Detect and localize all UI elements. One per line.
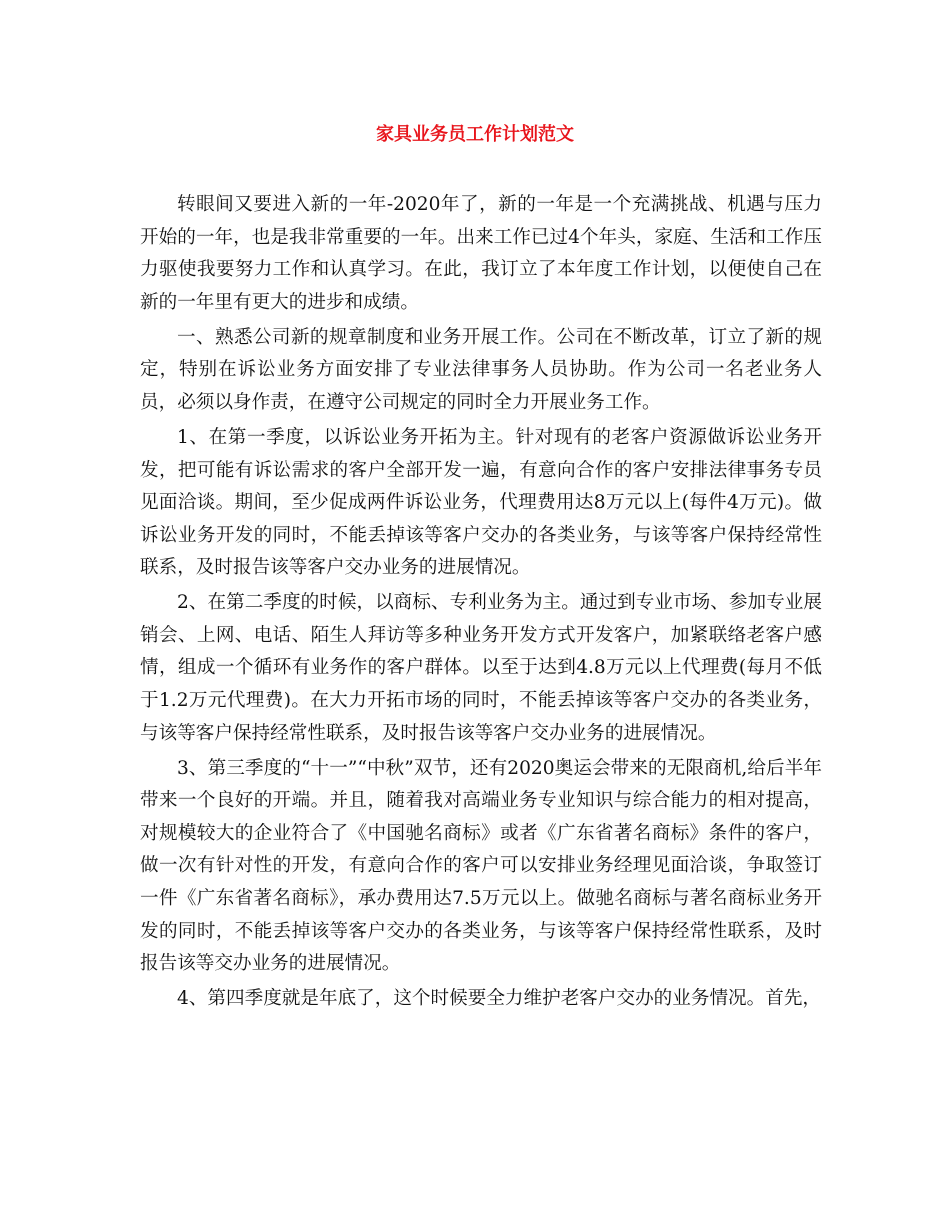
paragraph-q3: 3、第三季度的“十一”“中秋”双节，还有2020奥运会带来的无限商机,给后半年带来一个良好的开端。并且，随着我对高端业务专业知识与综合能力的相对提高，对规模较大的企业符合了《中国驰名商标》或者《广东省著名商标》条件的客户，做一次有针对性的开发，有意向合作的客户可以安排业务经理见面洽谈，争取签订一件《广东省著名商标》，承办费用达7.5万元以上。做驰名商标与著名商标业务开发的同时，不能丢掉该等客户交办的各类业务，与该等客户保持经常性联系，及时报告该等交办业务的进展情况。 [140,757,822,975]
paragraph-q4: 4、第四季度就是年底了，这个时候要全力维护老客户交办的业务情况。首先， [177,988,822,1010]
paragraph-intro: 转眼间又要进入新的一年-2020年了，新的一年是一个充满挑战、机遇与压力开始的一年，也是我非常重要的一年。出来工作已过4个年头，家庭、生活和工作压力驱使我要努力工作和认真学习。在此，我订立了本年度工作计划，以便使自己在新的一年里有更大的进步和成绩。 [140,194,822,313]
paragraph-q2: 2、在第二季度的时候，以商标、专利业务为主。通过到专业市场、参加专业展销会、上网、电话、陌生人拜访等多种业务开发方式开发客户，加紧联络老客户感情，组成一个循环有业务作的客户群体。以至于达到4.8万元以上代理费(每月不低于1.2万元代理费)。在大力开拓市场的同时，不能丢掉该等客户交办的各类业务，与该等客户保持经常性联系，及时报告该等客户交办业务的进展情况。 [140,592,822,744]
paragraph-section-1: 一、熟悉公司新的规章制度和业务开展工作。公司在不断改革，订立了新的规定，特别在诉讼业务方面安排了专业法律事务人员协助。作为公司一名老业务人员，必须以身作责，在遵守公司规定的同时全力开展业务工作。 [140,326,822,413]
paragraph-q1: 1、在第一季度，以诉讼业务开拓为主。针对现有的老客户资源做诉讼业务开发，把可能有诉讼需求的客户全部开发一遍，有意向合作的客户安排法律事务专员见面洽谈。期间，至少促成两件诉讼业务，代理费用达8万元以上(每件4万元)。做诉讼业务开发的同时，不能丢掉该等客户交办的各类业务，与该等客户保持经常性联系，及时报告该等客户交办业务的进展情况。 [140,426,822,579]
document-title: 家具业务员工作计划范文 [376,124,574,145]
document-body [140,189,822,1018]
